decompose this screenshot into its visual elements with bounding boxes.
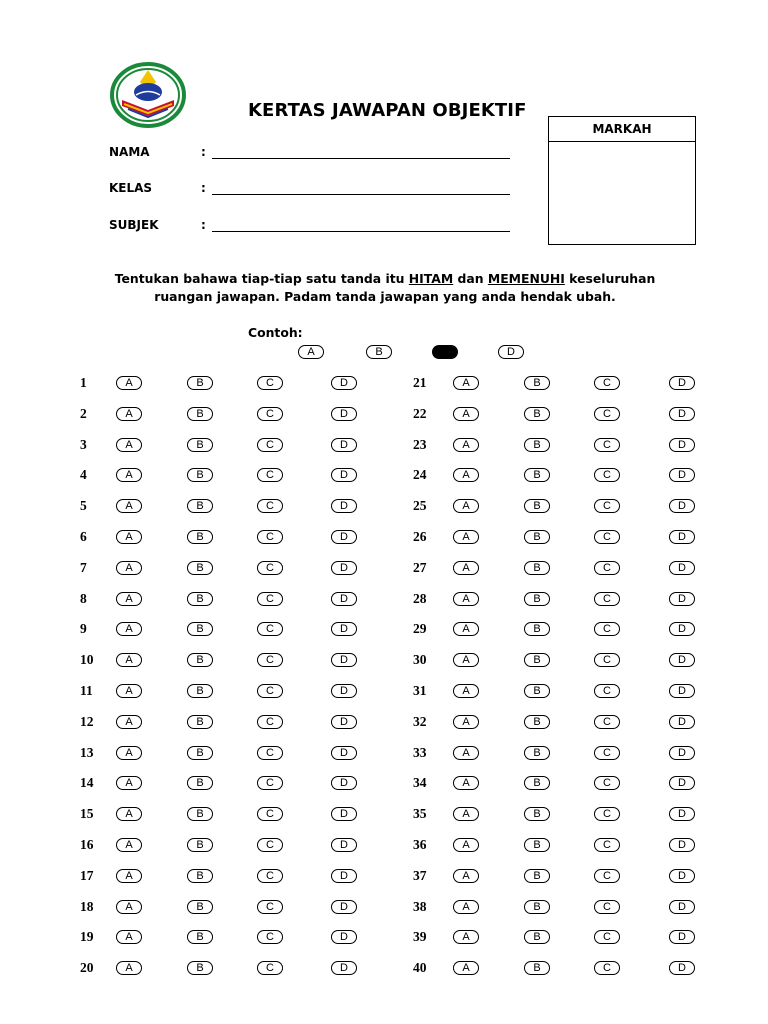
field-colon: : <box>201 218 206 232</box>
question-number: 5 <box>80 498 87 514</box>
answer-bubble-a[interactable]: A <box>116 530 142 544</box>
answer-bubble-b[interactable]: B <box>524 376 550 390</box>
answer-bubble-d[interactable]: D <box>331 499 357 513</box>
class-input-line[interactable] <box>212 194 510 195</box>
answer-bubble-a[interactable]: A <box>116 407 142 421</box>
answer-bubble-a[interactable]: A <box>453 376 479 390</box>
answer-bubble-a[interactable]: A <box>116 592 142 606</box>
question-number: 36 <box>413 837 427 852</box>
answer-bubble-b[interactable]: B <box>187 376 213 390</box>
answer-bubble-c[interactable]: C <box>257 746 283 760</box>
answer-bubble-a[interactable]: A <box>453 930 479 944</box>
answer-bubble-c[interactable]: C <box>257 438 283 452</box>
name-input-line[interactable] <box>212 158 510 159</box>
answer-bubble-c[interactable]: C <box>594 438 620 452</box>
answer-bubble-a[interactable]: A <box>453 561 479 575</box>
answer-bubble-c[interactable]: C <box>594 838 620 852</box>
subject-input-line[interactable] <box>212 231 510 232</box>
question-number: 21 <box>413 375 427 390</box>
answer-bubble-c[interactable]: C <box>594 622 620 636</box>
answer-bubble-a[interactable]: A <box>453 807 479 821</box>
answer-bubble-a[interactable]: A <box>116 900 142 914</box>
answer-bubble-d[interactable]: D <box>331 930 357 944</box>
instruction-text: ruangan jawapan. Padam tanda jawapan yang anda hendak ubah. <box>154 289 616 304</box>
question-number: 3 <box>80 436 87 452</box>
question-number: 14 <box>80 775 94 791</box>
answer-bubble-d[interactable]: D <box>331 592 357 606</box>
instruction-emphasis: MEMENUHI <box>487 271 565 286</box>
answer-bubble-b[interactable]: B <box>524 622 550 636</box>
answer-bubble-b[interactable]: B <box>524 807 550 821</box>
answer-bubble-d[interactable]: D <box>669 376 695 390</box>
answer-bubble-c[interactable]: C <box>257 961 283 975</box>
question-number: 15 <box>80 806 94 822</box>
answer-bubble-b[interactable]: B <box>524 592 550 606</box>
answer-bubble-a[interactable]: A <box>116 468 142 482</box>
answer-bubble-b[interactable]: B <box>524 930 550 944</box>
answer-bubble-c[interactable]: C <box>594 930 620 944</box>
answer-bubble-a[interactable]: A <box>116 438 142 452</box>
answer-bubble-b[interactable]: B <box>187 561 213 575</box>
instruction-emphasis: HITAM <box>408 271 454 286</box>
answer-bubble-a[interactable]: A <box>453 684 479 698</box>
answer-bubble-a[interactable]: A <box>116 961 142 975</box>
answer-bubble-c[interactable]: C <box>257 715 283 729</box>
field-label: KELAS <box>109 181 153 195</box>
question-number: 12 <box>80 713 94 729</box>
question-number: 40 <box>413 960 427 976</box>
question-number: 39 <box>413 929 427 945</box>
school-crest-icon <box>110 62 186 128</box>
answer-bubble-d[interactable]: D <box>331 900 357 914</box>
answer-bubble-d[interactable]: D <box>669 653 695 667</box>
question-number: 25 <box>413 498 427 514</box>
answer-bubble-b[interactable]: B <box>187 530 213 544</box>
answer-bubble-c[interactable]: C <box>257 530 283 544</box>
question-number: 19 <box>80 929 94 945</box>
field-nama <box>109 145 206 159</box>
question-number: 16 <box>80 837 94 852</box>
answer-bubble-d[interactable]: D <box>669 838 695 852</box>
answer-bubble-b[interactable]: B <box>187 438 213 452</box>
question-number: 38 <box>413 898 427 914</box>
answer-bubble-c[interactable]: C <box>594 807 620 821</box>
question-number: 10 <box>80 652 94 668</box>
answer-bubble-a[interactable]: A <box>453 592 479 606</box>
answer-bubble-a[interactable]: A <box>116 622 142 636</box>
question-number: 8 <box>80 590 87 606</box>
example-bubble-d: D <box>498 345 524 359</box>
question-number: 23 <box>413 436 427 452</box>
field-kelas <box>109 181 206 195</box>
answer-bubble-c[interactable]: C <box>594 653 620 667</box>
answer-bubble-d[interactable]: D <box>669 715 695 729</box>
answer-bubble-d[interactable]: D <box>331 622 357 636</box>
answer-bubble-c[interactable]: C <box>257 468 283 482</box>
question-number: 32 <box>413 713 427 729</box>
answer-bubble-a[interactable]: A <box>453 776 479 790</box>
answer-bubble-c[interactable]: C <box>257 807 283 821</box>
instruction-text: keseluruhan <box>564 271 656 286</box>
question-number: 11 <box>80 683 93 698</box>
question-number: 9 <box>80 621 87 637</box>
answer-bubble-a[interactable]: A <box>116 776 142 790</box>
answer-bubble-d[interactable]: D <box>669 407 695 421</box>
page-title: KERTAS JAWAPAN OBJEKTIF <box>248 100 527 121</box>
field-label: NAMA <box>109 145 150 159</box>
answer-bubble-d[interactable]: D <box>669 900 695 914</box>
field-label: SUBJEK <box>109 218 159 232</box>
answer-bubble-c[interactable]: C <box>257 838 283 852</box>
question-number: 24 <box>413 467 427 483</box>
answer-bubble-d[interactable]: D <box>331 438 357 452</box>
answer-bubble-a[interactable]: A <box>453 715 479 729</box>
answer-bubble-c[interactable]: C <box>594 715 620 729</box>
markah-box <box>548 116 696 245</box>
answer-bubble-d[interactable]: D <box>669 961 695 975</box>
answer-bubble-c[interactable]: C <box>594 468 620 482</box>
answer-bubble-d[interactable]: D <box>669 807 695 821</box>
instruction-text: Tentukan bahawa tiap-tiap satu tanda itu <box>114 271 409 286</box>
answer-bubble-b[interactable]: B <box>187 592 213 606</box>
question-number: 17 <box>80 867 94 883</box>
answer-bubble-b[interactable]: B <box>187 869 213 883</box>
example-bubble-filled <box>432 345 458 359</box>
question-number: 34 <box>413 775 427 791</box>
answer-bubble-d[interactable]: D <box>331 468 357 482</box>
answer-bubble-a[interactable]: A <box>453 468 479 482</box>
answer-bubble-d[interactable]: D <box>669 499 695 513</box>
answer-bubble-b[interactable]: B <box>187 407 213 421</box>
answer-bubble-b[interactable]: B <box>524 776 550 790</box>
answer-bubble-c[interactable]: C <box>257 592 283 606</box>
answer-bubble-d[interactable]: D <box>331 684 357 698</box>
answer-bubble-a[interactable]: A <box>116 653 142 667</box>
answer-bubble-b[interactable]: B <box>187 807 213 821</box>
question-number: 1 <box>80 375 87 390</box>
answer-bubble-a[interactable]: A <box>116 499 142 513</box>
answer-bubble-b[interactable]: B <box>524 961 550 975</box>
answer-bubble-b[interactable]: B <box>524 715 550 729</box>
answer-bubble-b[interactable]: B <box>524 900 550 914</box>
answer-bubble-b[interactable]: B <box>187 930 213 944</box>
instructions <box>110 270 660 306</box>
answer-bubble-c[interactable]: C <box>594 530 620 544</box>
answer-bubble-d[interactable]: D <box>669 930 695 944</box>
answer-bubble-d[interactable]: D <box>331 653 357 667</box>
answer-bubble-b[interactable]: B <box>187 715 213 729</box>
answer-bubble-b[interactable]: B <box>187 653 213 667</box>
answer-bubble-d[interactable]: D <box>331 869 357 883</box>
answer-bubble-a[interactable]: A <box>116 684 142 698</box>
answer-bubble-c[interactable]: C <box>594 746 620 760</box>
answer-bubble-a[interactable]: A <box>453 407 479 421</box>
answer-bubble-c[interactable]: C <box>257 776 283 790</box>
answer-bubble-b[interactable]: B <box>187 684 213 698</box>
example-bubble-b: B <box>366 345 392 359</box>
answer-bubble-d[interactable]: D <box>331 407 357 421</box>
answer-bubble-c[interactable]: C <box>257 376 283 390</box>
answer-bubble-a[interactable]: A <box>453 838 479 852</box>
answer-bubble-c[interactable]: C <box>594 869 620 883</box>
example-bubble-a: A <box>298 345 324 359</box>
markah-label: MARKAH <box>549 117 695 142</box>
answer-bubble-c[interactable]: C <box>257 653 283 667</box>
answer-bubble-d[interactable]: D <box>669 776 695 790</box>
answer-bubble-d[interactable]: D <box>669 746 695 760</box>
answer-bubble-d[interactable]: D <box>669 869 695 883</box>
answer-bubble-b[interactable]: B <box>524 438 550 452</box>
question-number: 4 <box>80 467 87 483</box>
answer-bubble-a[interactable]: A <box>453 961 479 975</box>
answer-bubble-b[interactable]: B <box>524 653 550 667</box>
answer-bubble-a[interactable]: A <box>453 746 479 760</box>
answer-bubble-c[interactable]: C <box>594 561 620 575</box>
question-number: 13 <box>80 744 94 760</box>
field-colon: : <box>201 181 206 195</box>
question-number: 35 <box>413 806 427 822</box>
field-subjek <box>109 218 206 232</box>
answer-bubble-b[interactable]: B <box>524 869 550 883</box>
answer-bubble-c[interactable]: C <box>257 900 283 914</box>
answer-bubble-a[interactable]: A <box>116 715 142 729</box>
question-number: 2 <box>80 405 87 421</box>
answer-bubble-a[interactable]: A <box>453 653 479 667</box>
answer-bubble-d[interactable]: D <box>331 746 357 760</box>
answer-bubble-d[interactable]: D <box>331 561 357 575</box>
question-number: 7 <box>80 559 87 575</box>
answer-bubble-c[interactable]: C <box>257 407 283 421</box>
answer-bubble-d[interactable]: D <box>331 715 357 729</box>
answer-bubble-b[interactable]: B <box>187 776 213 790</box>
answer-bubble-d[interactable]: D <box>331 838 357 852</box>
answer-bubble-a[interactable]: A <box>116 869 142 883</box>
answer-bubble-b[interactable]: B <box>524 684 550 698</box>
answer-bubble-d[interactable]: D <box>331 807 357 821</box>
question-number: 27 <box>413 559 427 575</box>
answer-bubble-b[interactable]: B <box>524 746 550 760</box>
answer-bubble-b[interactable]: B <box>524 530 550 544</box>
answer-bubble-d[interactable]: D <box>669 684 695 698</box>
answer-bubble-b[interactable]: B <box>187 468 213 482</box>
answer-bubble-d[interactable]: D <box>669 468 695 482</box>
question-number: 18 <box>80 898 94 914</box>
answer-bubble-d[interactable]: D <box>669 561 695 575</box>
answer-bubble-c[interactable]: C <box>594 407 620 421</box>
answer-bubble-a[interactable]: A <box>453 869 479 883</box>
answer-bubble-b[interactable]: B <box>187 961 213 975</box>
question-number: 28 <box>413 590 427 606</box>
answer-bubble-d[interactable]: D <box>331 776 357 790</box>
answer-bubble-a[interactable]: A <box>453 438 479 452</box>
answer-bubble-c[interactable]: C <box>594 776 620 790</box>
answer-bubble-b[interactable]: B <box>187 499 213 513</box>
question-number: 31 <box>413 683 427 698</box>
question-number: 37 <box>413 867 427 883</box>
answer-bubble-d[interactable]: D <box>331 530 357 544</box>
field-colon: : <box>201 145 206 159</box>
answer-bubble-d[interactable]: D <box>669 592 695 606</box>
answer-bubble-c[interactable]: C <box>594 900 620 914</box>
answer-bubble-a[interactable]: A <box>116 807 142 821</box>
answer-bubble-a[interactable]: A <box>116 838 142 852</box>
answer-bubble-c[interactable]: C <box>257 622 283 636</box>
answer-bubble-b[interactable]: B <box>187 746 213 760</box>
question-number: 26 <box>413 529 427 544</box>
example-label: Contoh: <box>248 325 303 340</box>
question-number: 22 <box>413 405 427 421</box>
answer-bubble-b[interactable]: B <box>524 407 550 421</box>
answer-bubble-a[interactable]: A <box>116 376 142 390</box>
answer-bubble-c[interactable]: C <box>594 592 620 606</box>
answer-bubble-b[interactable]: B <box>524 499 550 513</box>
answer-bubble-b[interactable]: B <box>524 561 550 575</box>
answer-bubble-c[interactable]: C <box>257 869 283 883</box>
answer-bubble-a[interactable]: A <box>453 530 479 544</box>
answer-bubble-a[interactable]: A <box>453 499 479 513</box>
answer-bubble-a[interactable]: A <box>116 746 142 760</box>
answer-bubble-a[interactable]: A <box>453 622 479 636</box>
answer-bubble-c[interactable]: C <box>257 684 283 698</box>
question-number: 30 <box>413 652 427 668</box>
answer-bubble-a[interactable]: A <box>453 900 479 914</box>
answer-bubble-c[interactable]: C <box>594 376 620 390</box>
answer-bubble-c[interactable]: C <box>594 684 620 698</box>
answer-bubble-d[interactable]: D <box>669 622 695 636</box>
answer-bubble-c[interactable]: C <box>594 961 620 975</box>
answer-bubble-d[interactable]: D <box>331 961 357 975</box>
question-number: 29 <box>413 621 427 637</box>
answer-bubble-b[interactable]: B <box>187 622 213 636</box>
question-number: 33 <box>413 744 427 760</box>
question-number: 20 <box>80 960 94 976</box>
answer-bubble-b[interactable]: B <box>524 838 550 852</box>
answer-bubble-c[interactable]: C <box>594 499 620 513</box>
answer-bubble-b[interactable]: B <box>187 900 213 914</box>
instruction-text: dan <box>453 271 488 286</box>
answer-bubble-c[interactable]: C <box>257 561 283 575</box>
answer-bubble-c[interactable]: C <box>257 930 283 944</box>
answer-bubble-b[interactable]: B <box>187 838 213 852</box>
answer-bubble-d[interactable]: D <box>669 438 695 452</box>
question-number: 6 <box>80 529 87 544</box>
answer-bubble-d[interactable]: D <box>331 376 357 390</box>
answer-bubble-d[interactable]: D <box>669 530 695 544</box>
answer-bubble-a[interactable]: A <box>116 561 142 575</box>
answer-bubble-b[interactable]: B <box>524 468 550 482</box>
answer-bubble-a[interactable]: A <box>116 930 142 944</box>
answer-bubble-c[interactable]: C <box>257 499 283 513</box>
